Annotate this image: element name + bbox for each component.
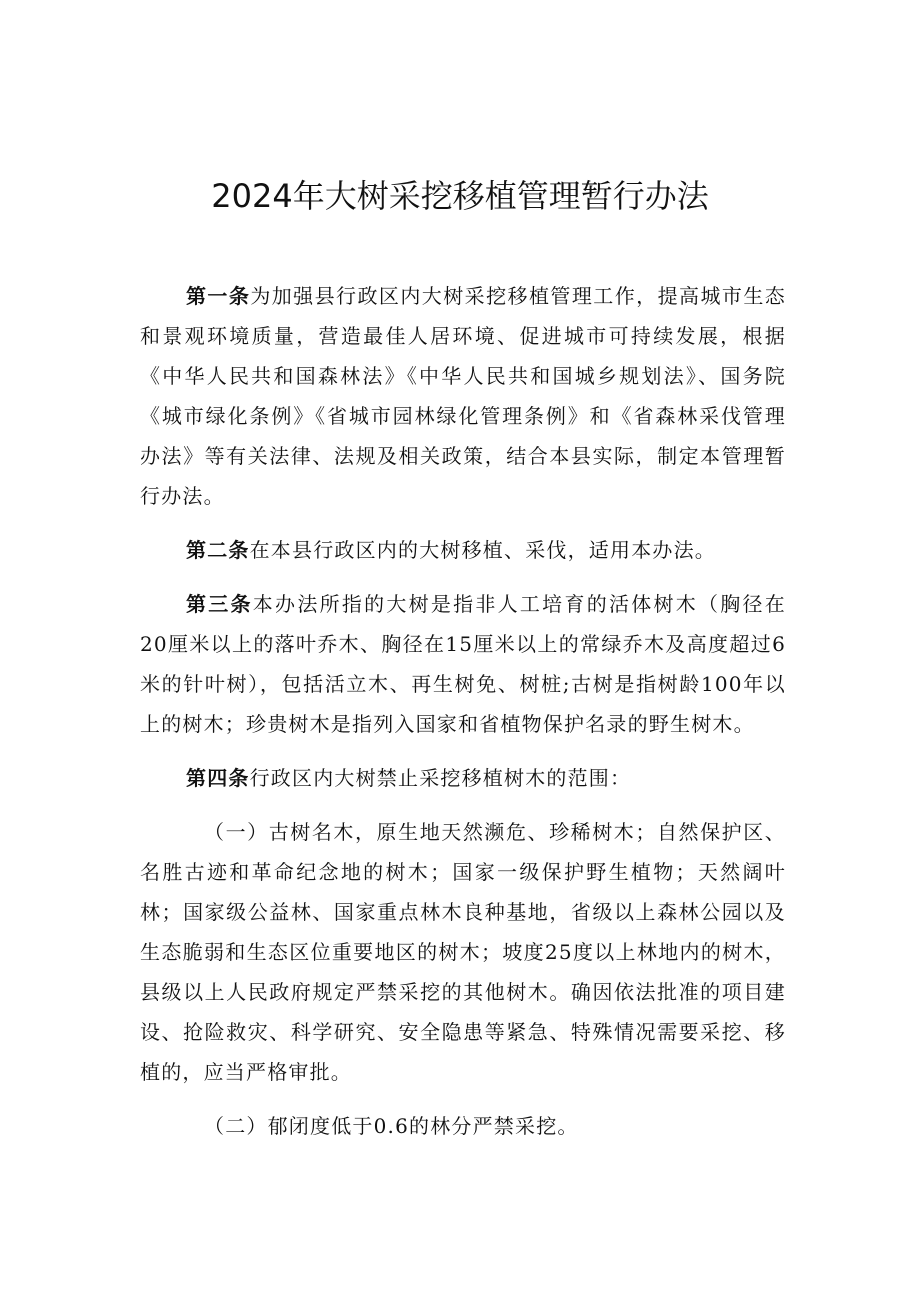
article-2 [140, 530, 786, 570]
article-4-item-1 [140, 812, 786, 1092]
item-text: （二）郁闭度低于0.6的林分严禁采挖。 [204, 1114, 579, 1138]
article-label: 第一条 [186, 284, 251, 308]
article-text: 行政区内大树禁止采挖移植树木的范围： [249, 766, 632, 790]
article-label: 第三条 [186, 592, 253, 616]
article-4 [140, 758, 786, 798]
item-text: （一）古树名木，原生地天然濒危、珍稀树木；自然保护区、名胜古迹和革命纪念地的树木；国家一级保护野生植物；天然阔叶林；国家级公益林、国家重点林木良种基地，省级以上森林公园以及生态脆弱和生态区位重要地区的树木；坡度25度以上林地内的树木，县级以上人民政府规定严禁采挖的其他树木。确因依法批准的项目建设、抢险救灾、科学研究、安全隐患等紧急、特殊情况需要采挖、移植的，应当严格审批。 [140, 820, 786, 1084]
article-text: 本办法所指的大树是指非人工培育的活体树木（胸径在20厘米以上的落叶乔木、胸径在15厘米以上的常绿乔木及高度超过6米的针叶树），包括活立木、再生树免、树桩;古树是指树龄100年以上的树木；珍贵树木是指列入国家和省植物保护名录的野生树木。 [140, 592, 786, 736]
article-3 [140, 584, 786, 744]
article-text: 在本县行政区内的大树移植、采伐，适用本办法。 [249, 538, 717, 562]
document-title: 2024年大树采挖移植管理暂行办法 [211, 177, 709, 215]
article-4-item-2 [140, 1106, 786, 1146]
article-1 [140, 276, 786, 516]
document-body [140, 276, 786, 1160]
article-text: 为加强县行政区内大树采挖移植管理工作，提高城市生态和景观环境质量，营造最佳人居环境、促进城市可持续发展，根据《中华人民共和国森林法》《中华人民共和国城乡规划法》、国务院《城市绿化条例》《省城市园林绿化管理条例》和《省森林采伐管理办法》等有关法律、法规及相关政策，结合本县实际，制定本管理暂行办法。 [140, 284, 786, 508]
article-label: 第二条 [186, 538, 250, 562]
article-label: 第四条 [186, 766, 250, 790]
